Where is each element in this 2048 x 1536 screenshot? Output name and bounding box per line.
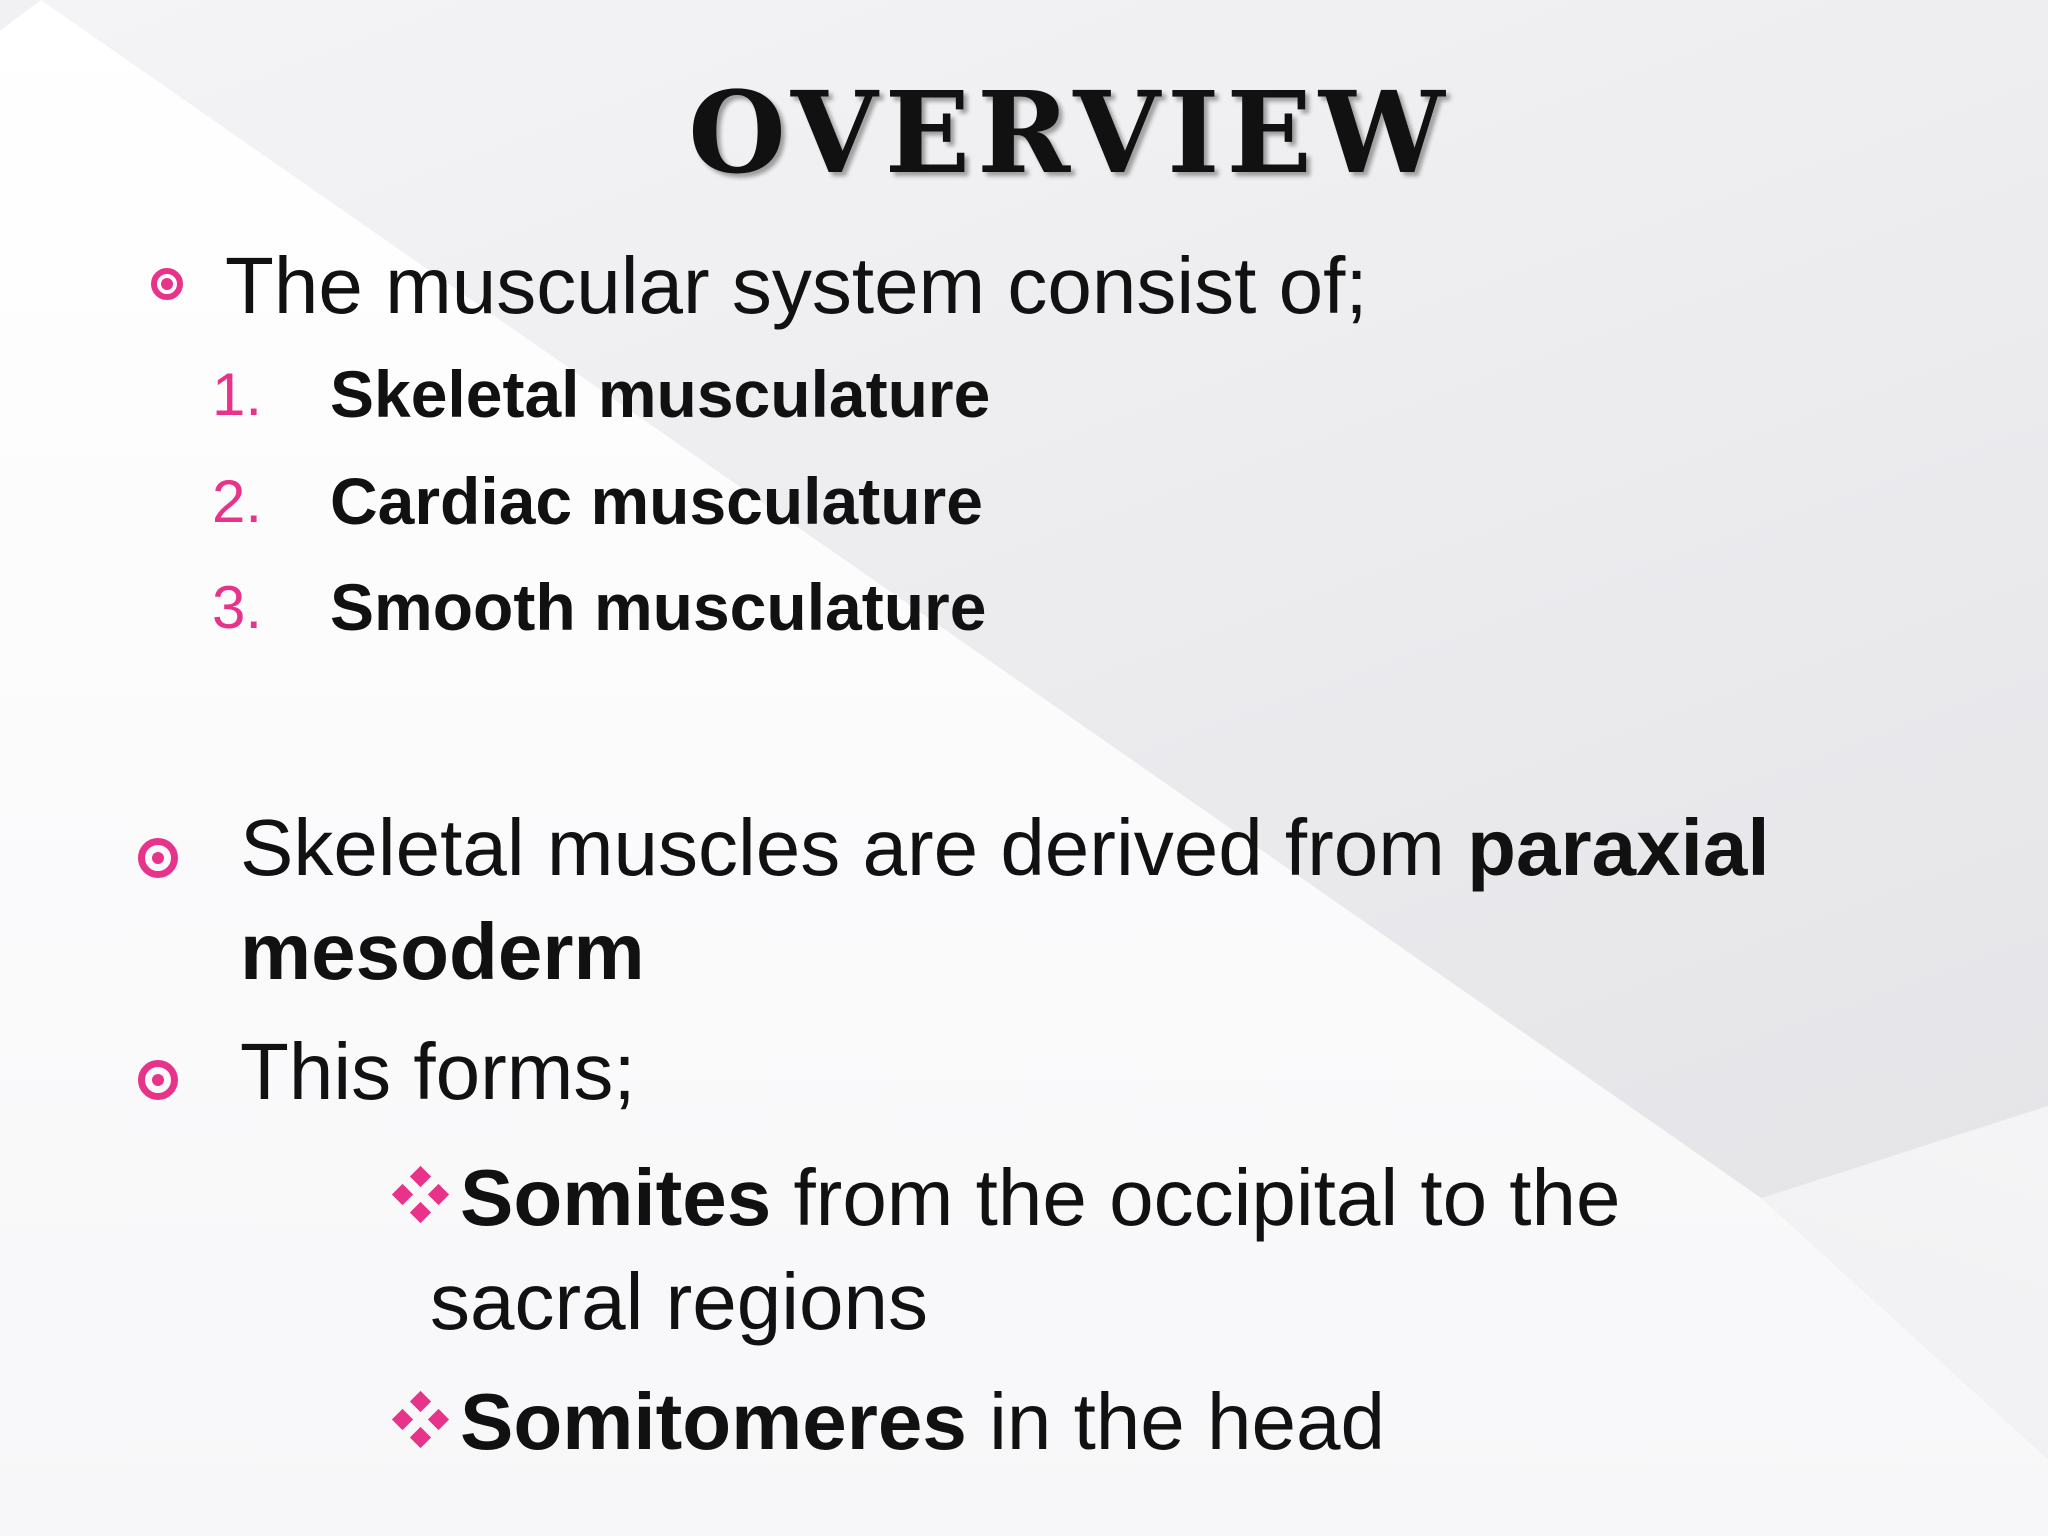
list-item-smooth: Smooth musculature [330,570,987,644]
list-number-2: 2. [212,468,263,535]
point-derived-bold-paraxial: paraxial [1467,803,1770,892]
subpoint-somites-bold: Somites [460,1153,772,1242]
subpoint-somites-cont: sacral regions [430,1257,929,1346]
point-derived-text: Skeletal muscles are derived from [240,803,1468,892]
list-item-skeletal: Skeletal musculature [330,357,991,431]
target-circle-icon [138,1060,178,1100]
four-diamond-icon [393,1392,449,1448]
target-circle-icon [151,268,183,300]
subpoint-somitomeres-text: in the head [966,1377,1385,1466]
list-number-1: 1. [212,361,263,428]
point-this-forms: This forms; [240,1027,636,1116]
subpoint-somitomeres-bold: Somitomeres [460,1377,967,1466]
point-derived-bold-mesoderm: mesoderm [240,907,645,996]
intro-text: The muscular system consist of; [225,241,1368,330]
four-diamond-icon [393,1167,449,1223]
list-item-cardiac: Cardiac musculature [330,464,983,538]
target-circle-icon [138,838,178,878]
list-number-3: 3. [212,574,263,641]
subpoint-somites-text: from the occipital to the [771,1153,1621,1242]
point-derived-from [240,803,1770,892]
slide-title: OVERVIEW [688,68,1452,199]
subpoint-somites [460,1153,1621,1242]
subpoint-somitomeres [460,1377,1385,1466]
